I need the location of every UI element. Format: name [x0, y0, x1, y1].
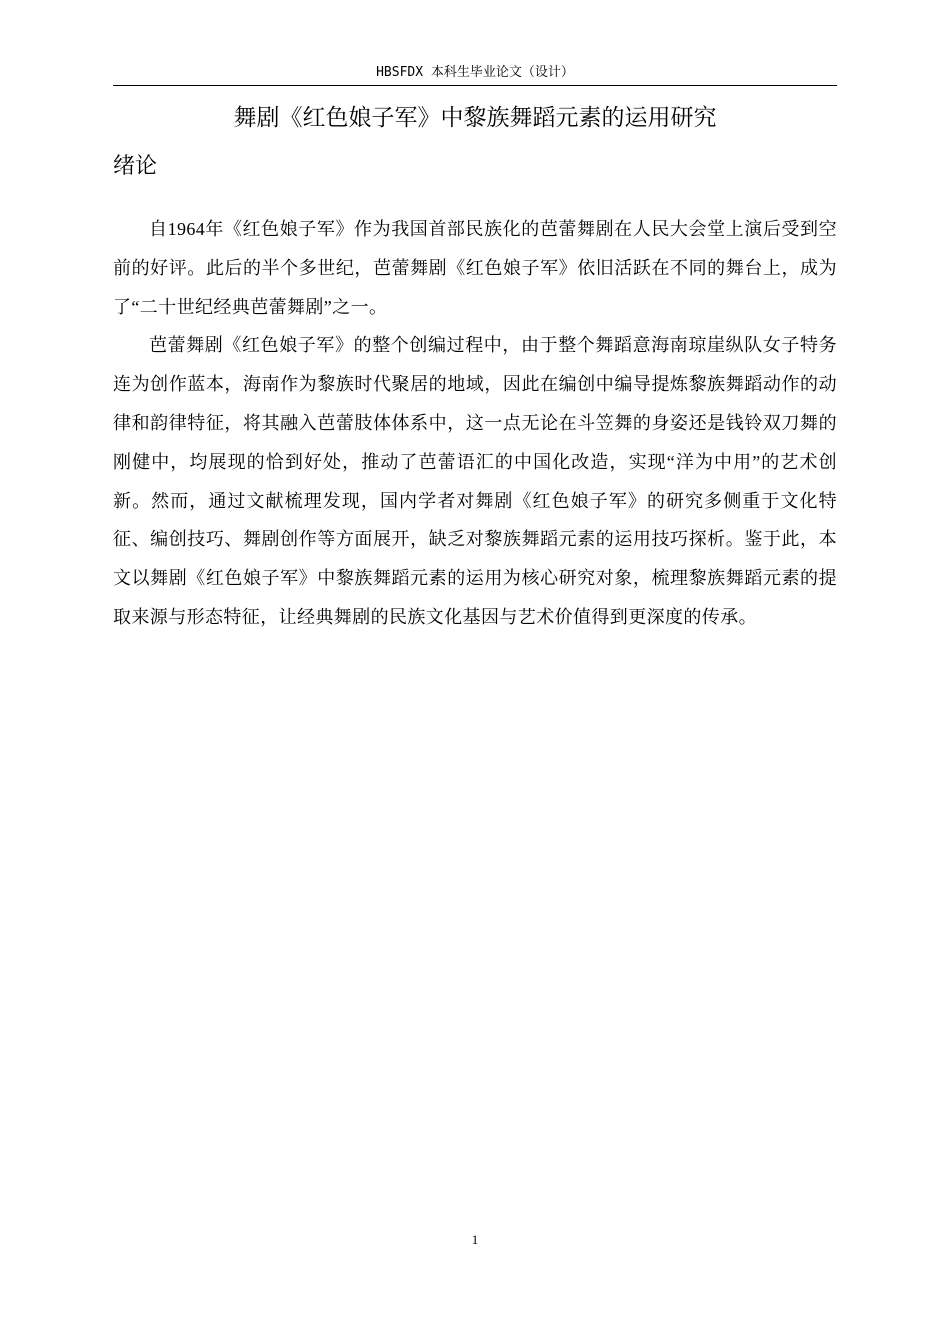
- paragraph-1: 自1964年《红色娘子军》作为我国首部民族化的芭蕾舞剧在人民大会堂上演后受到空前的好评。此后的半个多世纪，芭蕾舞剧《红色娘子军》依旧活跃在不同的舞台上，成为了“二十世纪经典芭蕾舞剧”之一。: [113, 219, 837, 317]
- body-text: [113, 210, 837, 637]
- section-heading: 绪论: [113, 154, 158, 179]
- running-header: HBSFDX 本科生毕业论文（设计）: [376, 65, 574, 80]
- paragraph-2: 芭蕾舞剧《红色娘子军》的整个创编过程中，由于整个舞蹈意海南琼崖纵队女子特务连为创作蓝本，海南作为黎族时代聚居的地域，因此在编创中编导提炼黎族舞蹈动作的动律和韵律特征，将其融入芭蕾肢体体系中，这一点无论在斗笠舞的身姿还是钱铃双刀舞的刚健中，均展现的恰到好处，推动了芭蕾语汇的中国化改造，实现“洋为中用”的艺术创新。然而，通过文献梳理发现，国内学者对舞剧《红色娘子军》的研究多侧重于文化特征、编创技巧、舞剧创作等方面展开，缺乏对黎族舞蹈元素的运用技巧探析。鉴于此，本文以舞剧《红色娘子军》中黎族舞蹈元素的运用为核心研究对象，梳理黎族舞蹈元素的提取来源与形态特征，让经典舞剧的民族文化基因与艺术价值得到更深度的传承。: [113, 335, 837, 627]
- paper-title: 舞剧《红色娘子军》中黎族舞蹈元素的运用研究: [233, 105, 717, 131]
- header-rule: [113, 85, 837, 86]
- page-number: 1: [471, 1232, 479, 1247]
